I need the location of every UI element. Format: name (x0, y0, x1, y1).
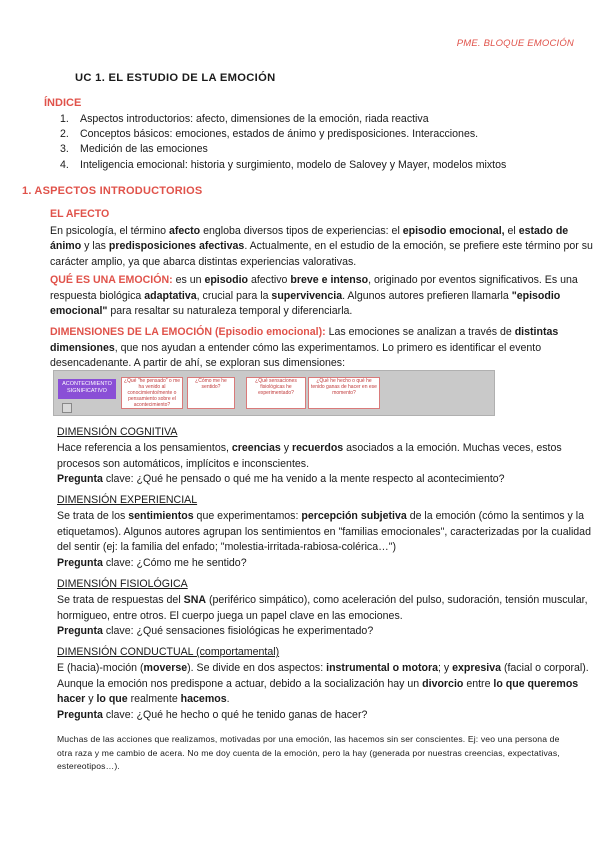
section-heading: 1. ASPECTOS INTRODUCTORIOS (22, 185, 203, 197)
afecto-block (50, 207, 598, 270)
dimensiones-block (50, 325, 598, 372)
afecto-heading: EL AFECTO (50, 208, 110, 220)
dimension-heading-conductual: DIMENSIÓN CONDUCTUAL (comportamental) (57, 646, 280, 658)
diagram-box: ¿Cómo me he sentido? (187, 377, 235, 409)
footnote-paragraph: Muchas de las acciones que realizamos, motivadas por una emoción, las hacemos sin ser conscientes. Ej: veo una persona de otra raza y me cambio de acera. No me doy cuenta de la emoción, pero la hay (generada por nuestras creencias, expectativas, estereotipos…). (57, 734, 560, 772)
afecto-paragraph: En psicología, el término afecto engloba diversos tipos de experiencias: el episodio emocional, el estado de ánimo y las predisposiciones afectivas. Actualmente, en el estudio de la emoción, se prefiere este término por su carácter amplio, ya que abarca distintas experiencias valorativas. (50, 224, 593, 268)
toc-item: 1. Aspectos introductorios: afecto, dimensiones de la emoción, riada reactiva (60, 113, 429, 125)
index-heading: ÍNDICE (44, 97, 82, 109)
image-square (62, 403, 72, 413)
toc-item: 4. Inteligencia emocional: historia y surgimiento, modelo de Salovey y Mayer, modelos mixtos (60, 158, 507, 171)
diagram-box: ¿Qué "he pensado" o me ha venido al conocimiento/mente o pensamiento sobre el acontecimiento? (121, 377, 183, 409)
document-title: UC 1. EL ESTUDIO DE LA EMOCIÓN (75, 72, 276, 84)
dimensions-diagram-image (53, 370, 495, 416)
dimension-text-experiencial: Se trata de los sentimientos que experimentamos: percepción subjetiva de la emoción (cómo la sentimos y la etiquetamos). Algunos autores agrupan los sentimientos en "familias emocionales", caracterizadas por la cualidad del sentir (ej: la familia del enfado; "molestia-irritada-rabiosa-colérica…") Pregunta clave: ¿Cómo me he sentido? (57, 510, 591, 569)
toc-item: 3. Medición de las emociones (60, 143, 208, 156)
diagram-box: ¿Qué he hecho o qué he tenido ganas de hacer en ese momento? (308, 377, 380, 409)
dimension-heading-cognitiva: DIMENSIÓN COGNITIVA (57, 426, 178, 438)
dimension-heading-experiencial: DIMENSIÓN EXPERIENCIAL (57, 494, 198, 506)
event-label: ACONTECIMIENTO SIGNIFICATIVO (58, 379, 116, 399)
dimension-heading-fisiologica: DIMENSIÓN FISIOLÓGICA (57, 578, 188, 590)
que-es-paragraph: QUÉ ES UNA EMOCIÓN: es un episodio afectivo breve e intenso, originado por eventos significativos. Es una respuesta biológica adaptativa, crucial para la supervivencia. Algunos autores prefieren llamarla "episodio emocional" para resaltar su naturaleza temporal y diferenciarla. (50, 274, 578, 317)
que-es-block (50, 273, 598, 320)
diagram-box: ¿Qué sensaciones fisiológicas he experimentado? (246, 377, 306, 409)
dimension-text-fisiologica: Se trata de respuestas del SNA (periférico simpático), como aceleración del pulso, sudoración, tensión muscular, hormigueo, entre otros. El cuerpo juega un papel clave en las emociones. Pregunta clave: ¿Qué sensaciones fisiológicas he experimentado? (57, 594, 588, 637)
toc-item: 2. Conceptos básicos: emociones, estados de ánimo y predisposiciones. Interacciones. (60, 128, 479, 141)
table-of-contents (60, 112, 506, 173)
dimension-text-cognitiva: Hace referencia a los pensamientos, creencias y recuerdos asociados a la emoción. Muchas veces, estos procesos son automáticos, implícitos e inconscientes. Pregunta clave: ¿Qué he pensado o qué me ha venido a la mente respecto al acontecimiento? (57, 442, 562, 485)
header-tag: PME. BLOQUE EMOCIÓN (456, 38, 574, 49)
dimension-text-conductual: E (hacia)-moción (moverse). Se divide en dos aspectos: instrumental o motora; y expresiva (facial o corporal). Aunque la emoción nos predispone a actuar, debido a la socialización hay un divorcio entre lo que queremos hacer y lo que realmente hacemos. Pregunta clave: ¿Qué he hecho o qué he tenido ganas de hacer? (57, 662, 589, 721)
dimensiones-paragraph: DIMENSIONES DE LA EMOCIÓN (Episodio emocional): Las emociones se analizan a través de distintas dimensiones, que nos ayudan a entender cómo las experimentamos. Lo primero es identificar el evento desencadenante. A partir de ahí, se exploran sus dimensiones: (50, 326, 559, 369)
